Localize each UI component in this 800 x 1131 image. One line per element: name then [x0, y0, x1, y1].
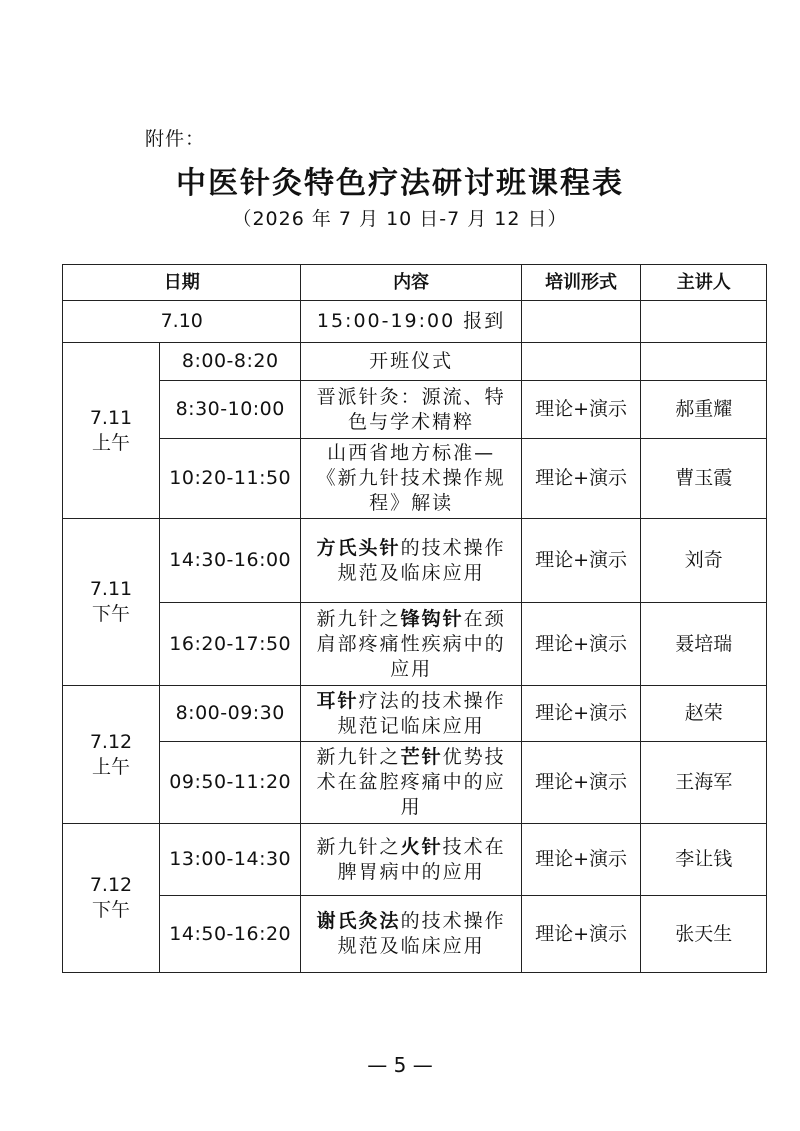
table-row [63, 519, 767, 603]
session-time: 14:30-16:00 [159, 519, 300, 603]
session-date: 7.12 [89, 730, 133, 753]
attachment-label: 附件： [145, 128, 206, 150]
session-form: 理论+演示 [521, 824, 641, 896]
session-period: 下午 [91, 899, 130, 921]
session-period: 上午 [91, 755, 130, 778]
content-text: 技术在脾胃病中的应用 [337, 835, 506, 883]
session-speaker: 聂培瑞 [641, 603, 767, 686]
session-form: 理论+演示 [521, 686, 641, 742]
table-row [63, 896, 767, 973]
technique-name: 锋钩针 [400, 607, 464, 630]
content-text: 在颈肩部疼痛性疾病中的应用 [316, 607, 506, 680]
table-row [63, 439, 767, 519]
technique-name: 方氏头针 [316, 536, 401, 559]
session-date: 7.12 [89, 874, 133, 896]
date-range-subtitle: （2026 年 7 月 10 日-7 月 12 日） [232, 208, 568, 230]
table-row [63, 381, 767, 439]
registration-speaker [641, 301, 767, 343]
session-content [301, 343, 521, 381]
header-content: 内容 [301, 265, 521, 301]
schedule-table [62, 264, 767, 973]
table-row [63, 742, 767, 824]
session-content [301, 686, 521, 742]
content-text: 开班仪式 [369, 350, 454, 372]
session-time: 8:00-8:20 [159, 343, 300, 381]
page-number: — 5 — [367, 1053, 433, 1077]
content-text: 优势技术在盆腔疼痛中的应用 [316, 746, 506, 818]
session-date-cell [63, 686, 160, 824]
table-row [63, 343, 767, 381]
session-speaker: 张天生 [641, 896, 767, 973]
session-date-cell [63, 824, 160, 973]
session-speaker: 李让钱 [641, 824, 767, 896]
registration-row [63, 301, 767, 343]
session-speaker: 王海军 [641, 742, 767, 824]
session-time: 8:30-10:00 [159, 381, 300, 439]
session-content [301, 742, 521, 824]
registration-date: 7.10 [63, 301, 301, 343]
session-content [301, 896, 521, 973]
session-time: 09:50-11:20 [159, 742, 300, 824]
header-speaker: 主讲人 [641, 265, 767, 301]
session-speaker [641, 343, 767, 381]
session-period: 上午 [91, 431, 130, 454]
session-date: 7.11 [89, 406, 133, 429]
registration-form [521, 301, 641, 343]
table-header-row [63, 265, 767, 301]
header-form: 培训形式 [521, 265, 641, 301]
session-time: 16:20-17:50 [159, 603, 300, 686]
session-time: 13:00-14:30 [159, 824, 300, 896]
content-text: 新九针之 [316, 835, 401, 858]
session-speaker: 刘奇 [641, 519, 767, 603]
content-text: 的技术操作规范及临床应用 [337, 536, 506, 584]
session-speaker: 曹玉霞 [641, 439, 767, 519]
table-row [63, 686, 767, 742]
session-form [521, 343, 641, 381]
session-form: 理论+演示 [521, 742, 641, 824]
session-content [301, 381, 521, 439]
session-form: 理论+演示 [521, 439, 641, 519]
session-content [301, 519, 521, 603]
table-row [63, 824, 767, 896]
content-text: 的技术操作规范及临床应用 [337, 910, 506, 957]
content-text: 山西省地方标准—《新九针技术操作规程》解读 [316, 442, 506, 514]
session-time: 14:50-16:20 [159, 896, 300, 973]
technique-name: 耳针 [316, 689, 359, 712]
session-date-cell [63, 519, 160, 686]
session-period: 下午 [91, 603, 130, 625]
page-title: 中医针灸特色疗法研讨班课程表 [176, 166, 624, 201]
session-content [301, 439, 521, 519]
session-content [301, 824, 521, 896]
content-text: 新九针之 [316, 607, 401, 630]
session-speaker: 赵荣 [641, 686, 767, 742]
session-date-cell [63, 343, 160, 519]
technique-name: 谢氏灸法 [316, 910, 401, 932]
session-time: 10:20-11:50 [159, 439, 300, 519]
session-form: 理论+演示 [521, 896, 641, 973]
content-text: 新九针之 [316, 746, 401, 768]
session-date: 7.11 [89, 578, 133, 600]
technique-name: 芒针 [400, 746, 443, 768]
session-speaker: 郝重耀 [641, 381, 767, 439]
session-form: 理论+演示 [521, 381, 641, 439]
session-time: 8:00-09:30 [159, 686, 300, 742]
session-form: 理论+演示 [521, 603, 641, 686]
header-date: 日期 [63, 265, 301, 301]
registration-content: 15:00-19:00 报到 [301, 301, 521, 343]
session-content [301, 603, 521, 686]
session-form: 理论+演示 [521, 519, 641, 603]
technique-name: 火针 [400, 835, 443, 858]
content-text: 晋派针灸：源流、特色与学术精粹 [316, 385, 506, 433]
table-row [63, 603, 767, 686]
content-text: 疗法的技术操作规范记临床应用 [337, 689, 506, 737]
